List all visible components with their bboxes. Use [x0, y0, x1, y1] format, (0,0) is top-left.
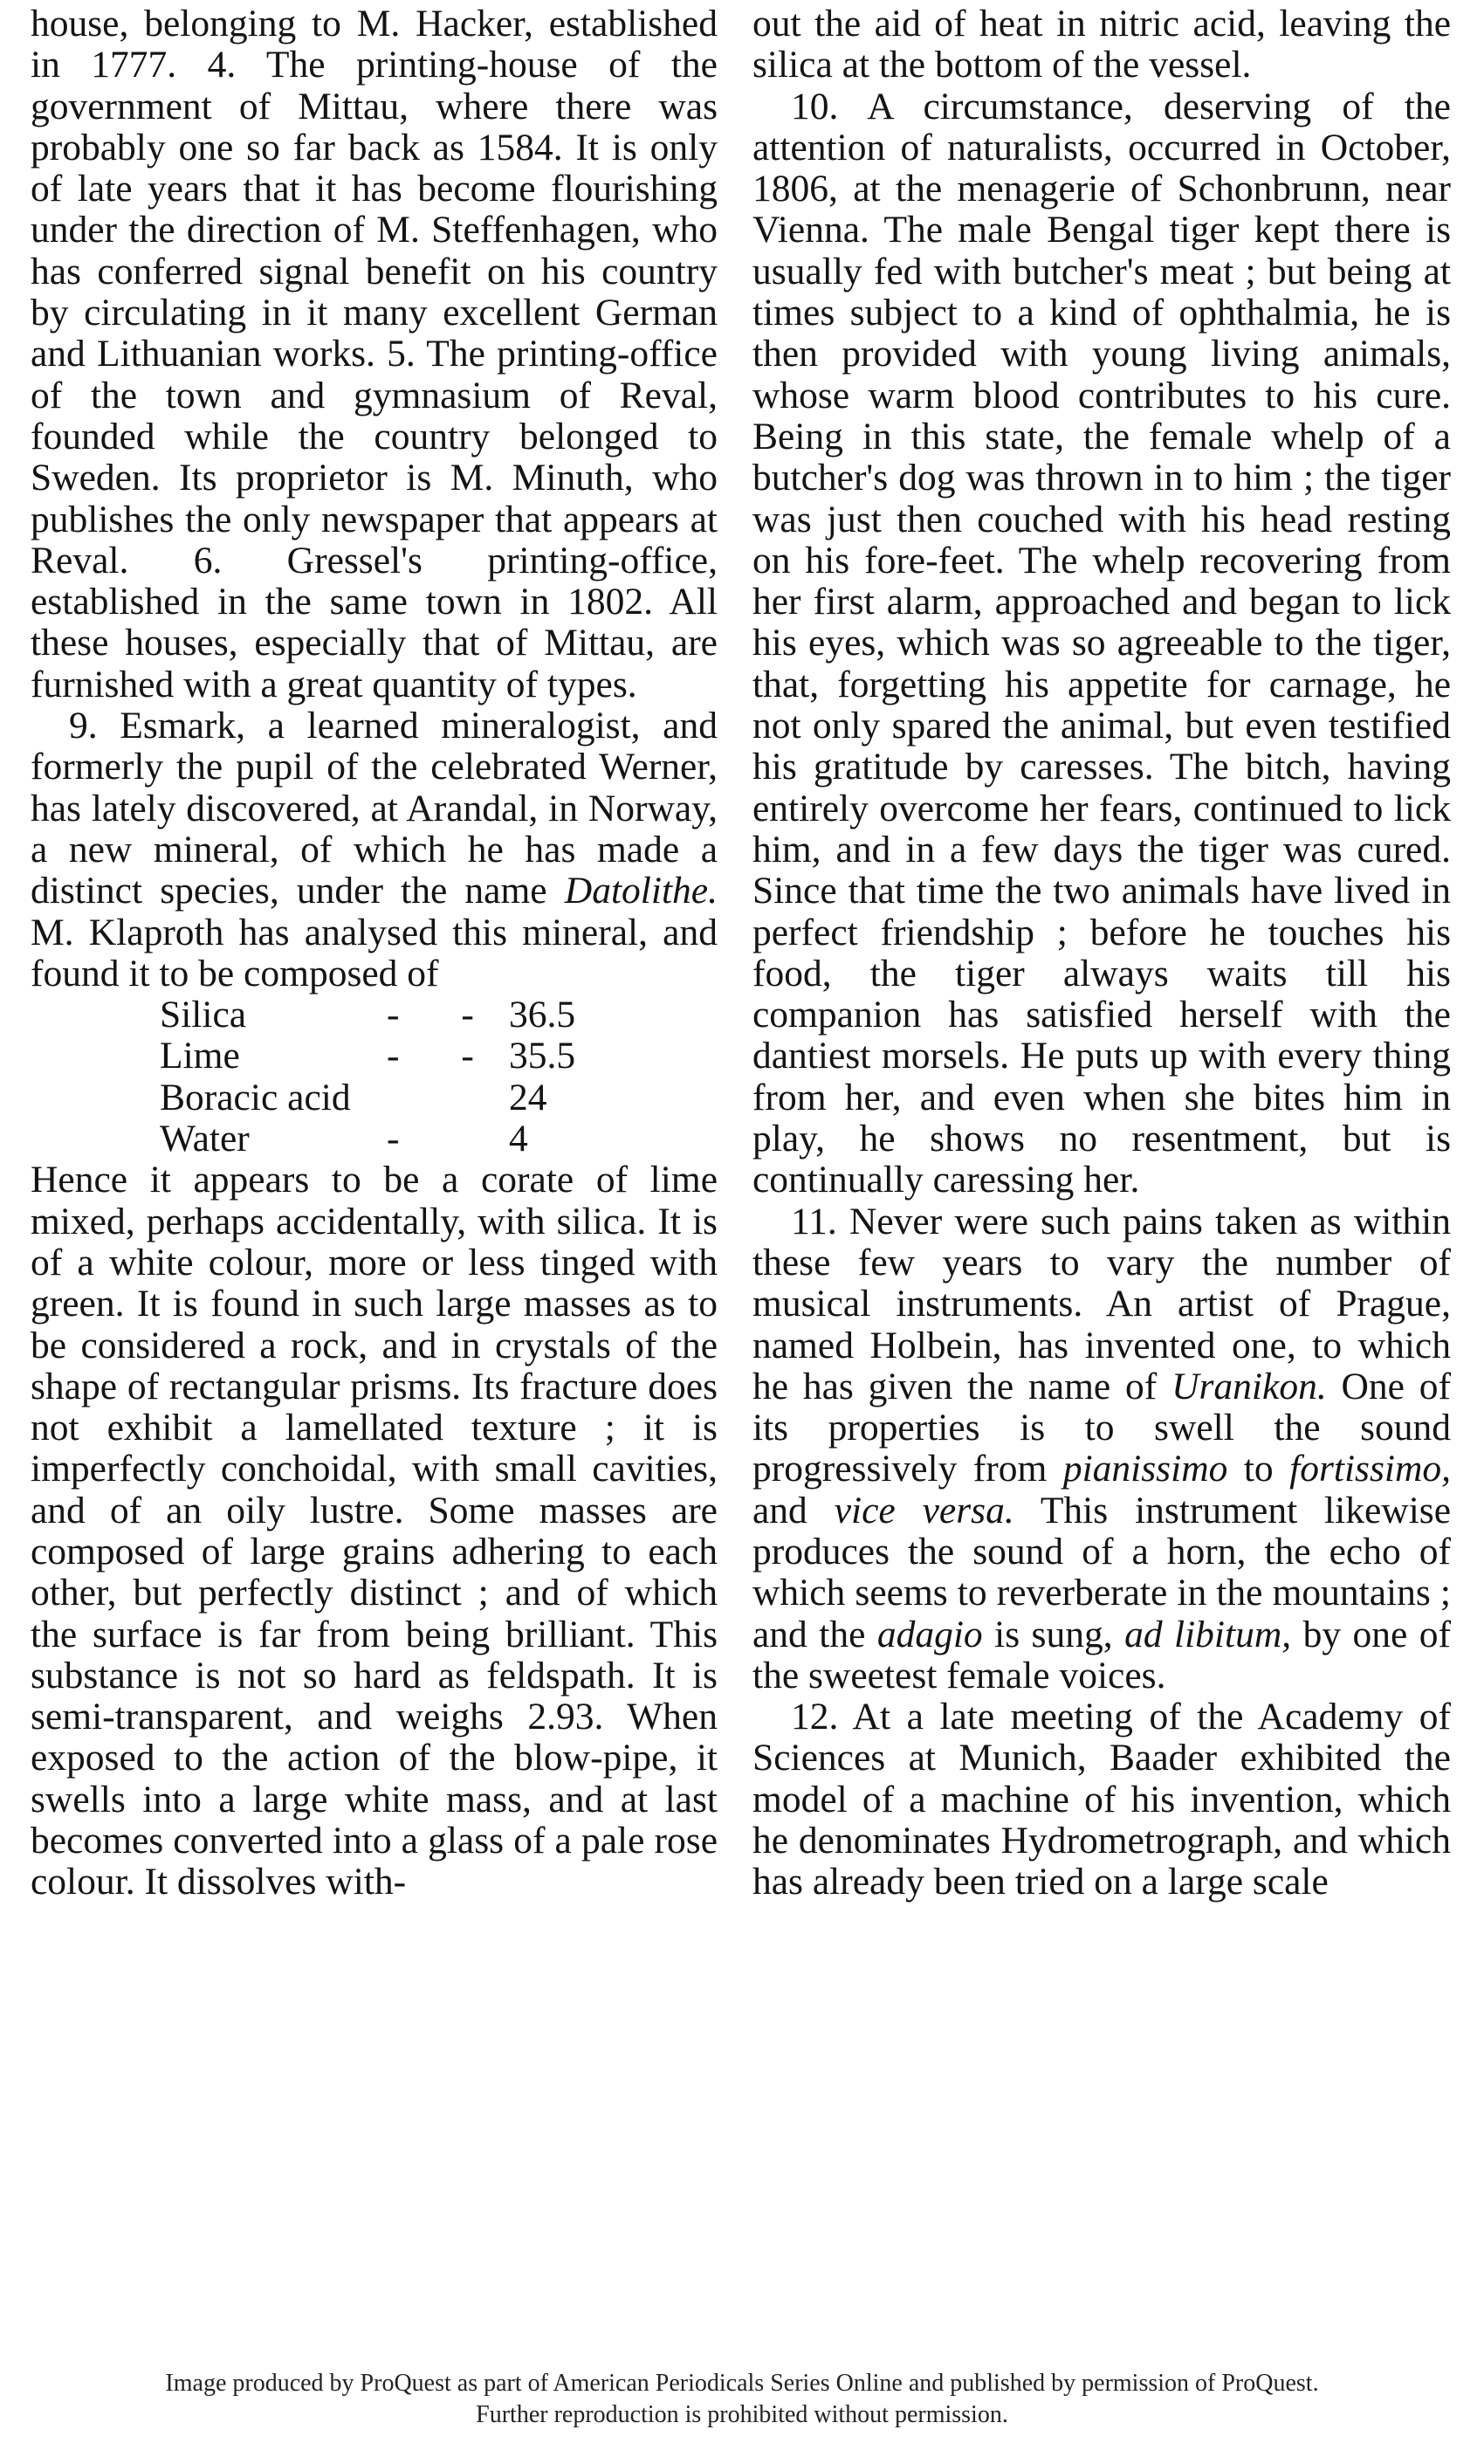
- leader-dashes: - -: [387, 994, 500, 1036]
- datolithe-text-b: M. Klaproth has analysed this mineral, and found it to be composed of: [31, 911, 718, 995]
- uranikon-text-f: is sung,: [994, 1613, 1113, 1655]
- mineral-value: 24: [509, 1076, 547, 1118]
- mineral-name: Silica: [160, 994, 247, 1036]
- paragraph-nitric-acid: out the aid of heat in nitric acid, leaving the silica at the bottom of the vessel.: [752, 3, 1451, 86]
- paragraph-tiger: 10. A circumstance, deserving of the attention of naturalists, occurred in October, 1806, at the menagerie of Schonbrunn, near Vienna. The male Bengal tiger kept there is usually fed with butcher's meat ; but being at times subject to a kind of ophthalmia, he is then provided with young living animals, whose warm blood contributes to his cure. Being in this state, the female whelp of a butcher's dog was thrown in to him ; the tiger was just then couched with his head resting on his fore-feet. The whelp recovering from her first alarm, approached and began to lick his eyes, which was so agreeable to the tiger, that, forgetting his appetite for carnage, he not only spared the animal, but even testified his gratitude by caresses. The bitch, having entirely overcome her fears, continued to lick him, and in a few days the tiger was cured. Since that time the two animals have lived in perfect friendship ; before he touches his food, the tiger always waits till his companion has satisfied herself with the dantiest morsels. He puts up with every thing from her, and even when she bites him in play, he shows no resentment, but is continually caressing her.: [752, 85, 1451, 1201]
- uranikon-text-b: One of its properties is to swell the sound progressively from: [752, 1365, 1452, 1490]
- paragraph-datolithe-properties: Hence it appears to be a corate of lime mixed, perhaps accidentally, with silica. It is of a white colour, more or less tinged with green. It is found in such large masses as to be considered a rock, and in crystals of the shape of rectangular prisms. Its fracture does not exhibit a lamellated texture ; it is imperfectly conchoidal, with small cavities, and of an oily lustre. Some masses are composed of large grains adhering to each other, but perfectly distinct ; and of which the surface is far from being brilliant. This substance is not so hard as feldspath. It is semi-transparent, and weighs 2.93. When exposed to the action of the blow-pipe, it swells into a large white mass, and at last becomes converted into a glass of a pale rose colour. It dissolves with-: [31, 1159, 718, 1903]
- uranikon-text-g: by one of the sweetest female voices.: [752, 1613, 1451, 1697]
- right-column: [752, 3, 1451, 1903]
- uranikon-text-d: and: [752, 1489, 807, 1531]
- left-column: [31, 3, 718, 1903]
- mineral-value: 4: [509, 1118, 528, 1160]
- instrument-name-uranikon: Uranikon.: [1171, 1365, 1327, 1408]
- term-fortissimo: fortissimo,: [1289, 1448, 1452, 1490]
- term-ad-libitum: ad libitum,: [1124, 1613, 1292, 1655]
- mineral-name: Lime: [160, 1035, 240, 1077]
- mineral-name-datolithe: Datolithe.: [564, 870, 718, 912]
- uranikon-text-a: 11. Never were such pains taken as within these few years to vary the number of musical instruments. An artist of Prague, named Holbein, has invented one, to which he has given the name of: [752, 1200, 1451, 1408]
- notice-line-2: Further reproduction is prohibited without permission.: [476, 2401, 1008, 2428]
- table-row: [160, 995, 614, 1036]
- mineral-name: Boracic acid: [160, 1076, 351, 1118]
- mineral-composition-table: [160, 995, 614, 1160]
- table-row: [160, 1077, 614, 1118]
- datolithe-text-a: 9. Esmark, a learned mineralogist, and formerly the pupil of the celebrated Werner, has lately discovered, at Arandal, in Norway, a new mineral, of which he has made a distinct species, under the name: [31, 705, 718, 912]
- uranikon-text-e: This instrument likewise produces the sound of a horn, the echo of which seems to reverberate in the mountains ; and the: [752, 1489, 1452, 1655]
- paragraph-uranikon: [752, 1201, 1451, 1697]
- uranikon-text-c: to: [1243, 1448, 1274, 1490]
- term-adagio: adagio: [876, 1613, 983, 1655]
- paragraph-datolithe: [31, 705, 718, 995]
- notice-line-1: Image produced by ProQuest as part of American Periodicals Series Online and published by permission of ProQuest.: [165, 2370, 1319, 2397]
- term-pianissimo: pianissimo: [1062, 1448, 1228, 1490]
- table-row: [160, 1118, 614, 1160]
- paragraph-hydrometrograph: 12. At a late meeting of the Academy of Sciences at Munich, Baader exhibited the model of a machine of his invention, which he denominates Hydrometrograph, and which has already been tried on a large scale: [752, 1696, 1451, 1903]
- proquest-notice: [0, 2368, 1484, 2431]
- leader-dashes: [387, 1077, 509, 1118]
- mineral-name: Water: [160, 1118, 250, 1160]
- term-vice-versa: vice versa.: [834, 1489, 1014, 1531]
- leader-dashes: -: [387, 1118, 426, 1160]
- mineral-value: 35.5: [509, 1035, 576, 1077]
- mineral-value: 36.5: [509, 994, 576, 1036]
- table-row: [160, 1036, 614, 1077]
- leader-dashes: - -: [387, 1035, 500, 1077]
- paragraph-printing-houses: house, belonging to M. Hacker, established in 1777. 4. The printing-house of the government of Mittau, where there was probably one so far back as 1584. It is only of late years that it has become flourishing under the direction of M. Steffenhagen, who has conferred signal benefit on his country by circulating in it many excellent German and Lithuanian works. 5. The printing-office of the town and gymnasium of Reval, founded while the country belonged to Sweden. Its proprietor is M. Minuth, who publishes the only newspaper that appears at Reval. 6. Gressel's printing-office, established in the same town in 1802. All these houses, especially that of Mittau, are furnished with a great quantity of types.: [31, 3, 718, 705]
